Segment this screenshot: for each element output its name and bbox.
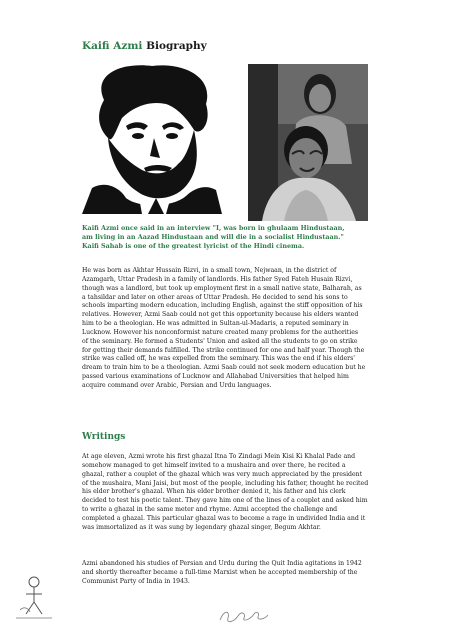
quote-line: Kaifi Sahab is one of the greatest lyricist of the Hindi cinema.	[82, 242, 305, 250]
stencil-portrait-image	[82, 64, 222, 214]
text-line: ghazal, rather a couplet of the ghazal which was very much appreciated by the president	[82, 470, 363, 478]
text-line: a tahsildar and later on other areas of Uttar Pradesh. He decided to send his sons to	[82, 293, 348, 301]
text-line: and shortly thereafter became a full-time Marxist when he accepted membership of the	[82, 568, 358, 576]
highlighted-quote	[82, 224, 382, 251]
text-line: At age eleven, Azmi wrote his first ghazal Itna To Zindagi Mein Kisi Ki Khalal Pade and	[82, 453, 356, 460]
text-line: schools imparting modern education, including English, against the stiff opposition of his	[82, 302, 363, 310]
page-title	[82, 40, 207, 52]
section-heading-writings: Writings	[82, 432, 126, 442]
text-line: relatives. However, Azmi Saab could not get this opportunity because his elders wanted	[82, 311, 359, 319]
signature-logo	[214, 606, 274, 626]
photo-kaifi-and-shabana-image	[248, 64, 368, 221]
text-line: He was born as Akhtar Hussain Rizvi, in a small town, Nejwaan, in the district of	[82, 267, 337, 274]
text-line: him to be a theologian. He was admitted in Sultan-ul-Madaris, a reputed seminary in	[82, 320, 349, 328]
text-line: Communist Party of India in 1943.	[82, 577, 190, 585]
quote-line: am living in an Aazad Hindustaan and will die in a socialist Hindustaan."	[82, 233, 344, 241]
text-line: Lucknow. However his nonconformist nature created many problems for the authorities	[82, 328, 359, 336]
text-line: Azamgarh, Uttar Pradesh in a family of landlords. His father Syed Fateh Husain Rizvi,	[82, 275, 353, 283]
text-line: decided to test his poetic talent. They gave him one of the lines of a couplet and asked him	[82, 497, 368, 505]
quote-line: Kaifi Azmi once said in an interview "I, was born in ghulaam Hindustaan,	[82, 224, 345, 232]
writings-paragraph	[82, 453, 402, 533]
text-line: dream to train him to be a theologian. Azmi Saab could not seek modern education but he	[82, 364, 366, 372]
text-line: of the seminary. He formed a Students' Union and asked all the students to go on strike	[82, 337, 358, 345]
biography-paragraph	[82, 267, 402, 391]
text-line: strike was called off, he was expelled from the seminary. This was the end if his elders'	[82, 355, 356, 363]
text-line: Azmi abandoned his studies of Persian and Urdu during the Quit India agitations in 1942	[82, 560, 362, 567]
text-line: completed a ghazal. This particular ghazal was to become a rage in undivided India and it	[82, 514, 366, 522]
title-name: Kaifi Azmi	[82, 40, 143, 52]
text-line: to write a ghazal in the same meter and rhyme. Azmi accepted the challenge and	[82, 506, 338, 514]
marxist-paragraph	[82, 560, 402, 587]
title-rest: Biography	[142, 40, 207, 52]
sketch-illustration-image	[12, 572, 56, 622]
text-line: was immortalized as it was sung by legendary ghazal singer, Begum Akhtar.	[82, 523, 321, 531]
text-line: for getting their demands fulfilled. The strike continued for one and half year. Though the	[82, 346, 365, 354]
text-line: his elder brother's ghazal. When his elder brother denied it, his father and his clerk	[82, 488, 346, 496]
text-line: somehow managed to get himself invited to a mushaira and over there, he recited a	[82, 461, 346, 469]
text-line: though was a landlord, but took up employment first in a small native state, Balharah, as	[82, 284, 362, 292]
text-line: passed various examinations of Lucknow and Allahabad Universities that helped him	[82, 373, 349, 381]
text-line: acquire command over Arabic, Persian and Urdu languages.	[82, 381, 272, 389]
text-line: of the mushaira, Mani Jaisi, but most of the people, including his father, thought he recited	[82, 479, 369, 487]
